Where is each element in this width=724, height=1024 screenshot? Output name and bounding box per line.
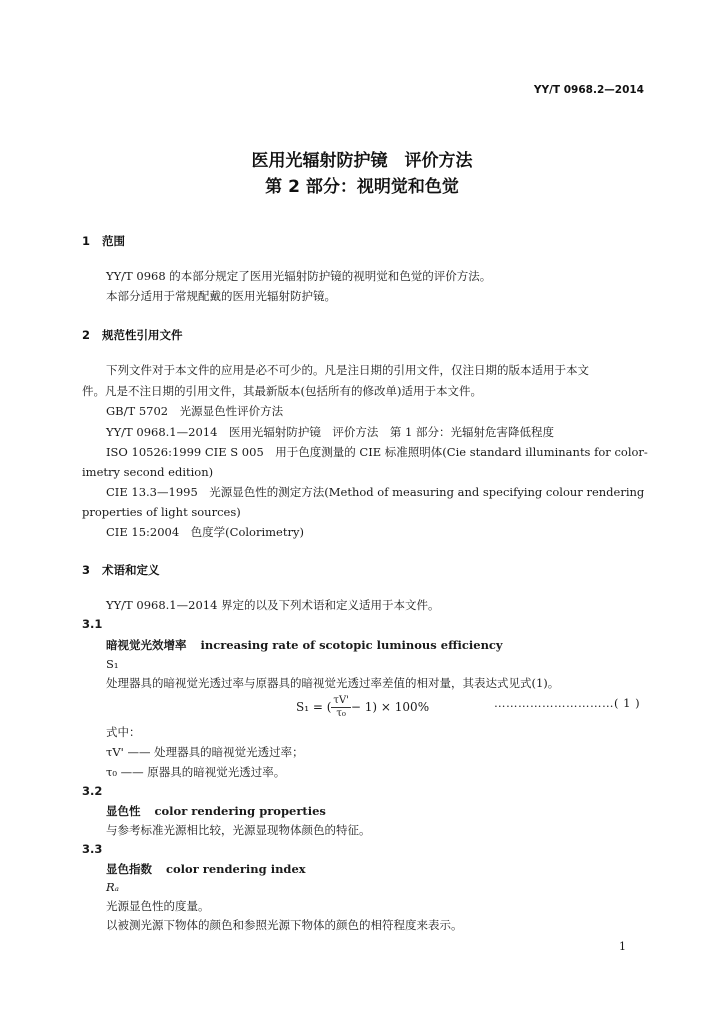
reference-item: YY/T 0968.1—2014 医用光辐射防护镜 评价方法 第 1 部分：光辐射危害降低程度: [106, 425, 555, 439]
formula-fraction: [331, 695, 351, 720]
equation-number: …………………………( 1 ): [494, 696, 641, 710]
section-title: 术语和定义: [102, 563, 160, 577]
page-number: 1: [619, 940, 626, 953]
section-number: 3: [82, 563, 91, 577]
section-number: 1: [82, 234, 91, 248]
term-definition: 以被测光源下物体的颜色和参照光源下物体的颜色的相符程度来表示。: [106, 918, 463, 932]
formula-denominator: τ₀: [336, 708, 346, 719]
term-english: color rendering properties: [154, 804, 326, 818]
section-title: 规范性引用文件: [102, 328, 183, 342]
term-number: 3.2: [82, 784, 103, 798]
paragraph: YY/T 0968.1—2014 界定的以及下列术语和定义适用于本文件。: [106, 598, 440, 612]
term-number: 3.3: [82, 842, 103, 856]
paragraph: 本部分适用于常规配戴的医用光辐射防护镜。: [106, 289, 336, 303]
document-title-line1: 医用光辐射防护镜 评价方法: [251, 151, 473, 171]
term-definition: 与参考标准光源相比较，光源显现物体颜色的特征。: [106, 823, 371, 837]
term-heading: [106, 803, 326, 819]
section-heading-normative-references: [82, 327, 183, 343]
term-symbol: S₁: [106, 657, 119, 671]
term-chinese: 暗视觉光效增率: [106, 638, 187, 652]
term-definition: 光源显色性的度量。: [106, 899, 210, 913]
section-heading-terms: [82, 562, 160, 578]
reference-item: CIE 13.3—1995 光源显色性的测定方法(Method of measuring and specifying colour rendering: [106, 485, 645, 499]
reference-item-continued: properties of light sources): [82, 505, 241, 519]
term-symbol: Rₐ: [106, 880, 119, 894]
formula-numerator: τV': [333, 695, 349, 706]
term-heading: [106, 637, 503, 653]
term-heading: [106, 861, 306, 877]
where-item: τ₀ —— 原器具的暗视觉光透过率。: [106, 765, 286, 779]
paragraph: 下列文件对于本文件的应用是必不可少的。凡是注日期的引用文件，仅注日期的版本适用于本文: [106, 363, 589, 377]
section-number: 2: [82, 328, 91, 342]
section-heading-scope: [82, 233, 125, 249]
reference-item: GB/T 5702 光源显色性评价方法: [106, 404, 284, 418]
paragraph: 件。凡是不注日期的引用文件，其最新版本(包括所有的修改单)适用于本文件。: [82, 384, 482, 398]
formula-1: [296, 695, 429, 720]
term-english: color rendering index: [166, 862, 306, 876]
where-label: 式中：: [106, 725, 141, 739]
reference-item-continued: imetry second edition): [82, 465, 214, 479]
standard-number: YY/T 0968.2—2014: [533, 84, 644, 96]
term-english: increasing rate of scotopic luminous efficiency: [200, 638, 503, 652]
term-definition: 处理器具的暗视觉光透过率与原器具的暗视觉光透过率差值的相对量，其表达式见式(1)。: [106, 676, 560, 690]
reference-item: CIE 15:2004 色度学(Colorimetry): [106, 525, 304, 539]
formula-rhs: − 1) × 100%: [350, 700, 430, 714]
formula-lhs: S₁ = (: [296, 700, 332, 714]
section-title: 范围: [102, 234, 125, 248]
paragraph: YY/T 0968 的本部分规定了医用光辐射防护镜的视明觉和色觉的评价方法。: [106, 269, 492, 283]
term-number: 3.1: [82, 617, 103, 631]
term-chinese: 显色指数: [106, 862, 152, 876]
where-item: τV' —— 处理器具的暗视觉光透过率；: [106, 745, 304, 759]
term-chinese: 显色性: [106, 804, 141, 818]
document-title-line2: 第 2 部分：视明觉和色觉: [265, 177, 459, 197]
reference-item: ISO 10526:1999 CIE S 005 用于色度测量的 CIE 标准照明体(Cie standard illuminants for color-: [106, 445, 648, 459]
